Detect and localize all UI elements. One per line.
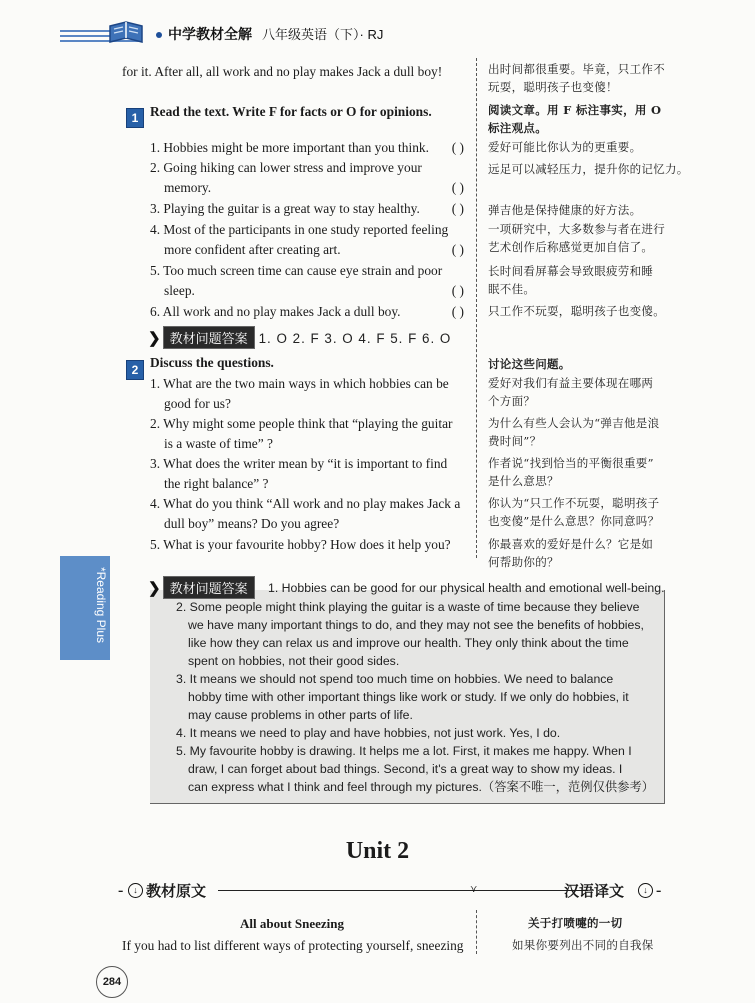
q2-item-1 <box>150 374 449 414</box>
q1-item-6-text: 6. All work and no play makes Jack a dull boy. <box>150 304 401 319</box>
q2-answer-2-line1: 2. Some people might think playing the guitar is a waste of time because they believe <box>176 600 640 614</box>
q2-heading: Discuss the questions. <box>150 355 274 370</box>
question-number-1: 1 <box>126 108 144 128</box>
q2-answer-3-line2: hobby time with other important things like work or study. If we only do hobbies, it <box>188 690 629 704</box>
answer-blank[interactable]: ( ) <box>451 140 464 155</box>
q2-item-4-zh-2: 也变傻”是什么意思？你同意吗？ <box>488 514 660 528</box>
arrow-down-icon: ↓ <box>128 883 143 898</box>
answer-blank[interactable]: ( ) <box>451 283 464 298</box>
q1-item-2-line2: memory. <box>164 180 212 195</box>
q2-item-2 <box>150 414 452 454</box>
continuation-text: for it. After all, all work and no play makes Jack a dull boy! <box>122 64 443 79</box>
arrow-down-icon: ↓ <box>638 883 653 898</box>
q2-answer-2-line4: spent on hobbies, not their good sides. <box>188 654 400 668</box>
q1-answer-bar <box>148 326 451 349</box>
book-icon <box>108 18 144 46</box>
q1-heading-zh-1: 阅读文章。用 F 标注事实，用 O <box>488 103 662 117</box>
q1-item-4-zh-2: 艺术创作后称感觉更加自信了。 <box>488 240 654 254</box>
q2-item-4-line1: 4. What do you think “All work and no play makes Jack a <box>150 496 461 511</box>
q1-item-4 <box>150 220 464 260</box>
section-left-title: 教材原文 <box>146 883 207 900</box>
q1-item-4-line1: 4. Most of the participants in one study reported feeling <box>150 222 449 237</box>
q2-item-3-line1: 3. What does the writer mean by “it is important to find <box>150 456 448 471</box>
answer-blank[interactable]: ( ) <box>451 304 464 319</box>
q2-answer-3-line1: 3. It means we should not spend too much time on hobbies. We need to balance <box>176 672 614 686</box>
chevron-right-icon: ❯ <box>148 330 161 347</box>
answer-blank[interactable]: ( ) <box>451 201 464 216</box>
q2-item-3-line2: the right balance” ? <box>164 476 269 491</box>
q1-item-5-line2: sleep. <box>164 283 195 298</box>
q1-item-3 <box>150 199 464 219</box>
q2-answer-2-line3: like how they can relax us and improve our health. They only think about the time <box>188 636 629 650</box>
header-title-text: 中学教材全解 <box>168 26 252 42</box>
q2-answer-3-line3: may cause problems in other parts of life. <box>188 708 413 722</box>
q1-item-4-line2: more confident after creating art. <box>164 242 341 257</box>
article-title-zh: 关于打喷嚏的一切 <box>528 916 623 930</box>
q1-heading-zh-2: 标注观点。 <box>488 121 547 135</box>
q2-item-1-zh-2: 个方面？ <box>488 394 536 408</box>
dash-icon: - <box>118 882 124 899</box>
page-number: 284 <box>96 966 128 998</box>
q2-item-1-zh-1: 爱好对我们有益主要体现在哪两 <box>488 376 654 390</box>
q1-item-5-line1: 5. Too much screen time can cause eye strain and poor <box>150 263 443 278</box>
answer-label: 教材问题答案 <box>163 326 255 349</box>
q2-item-4-zh-1: 你认为“只工作不玩耍，聪明孩子 <box>488 496 660 510</box>
q1-item-4-zh-1: 一项研究中，大多数参与者在进行 <box>488 222 665 236</box>
dash-icon: - <box>656 882 662 899</box>
section-right-title: 汉语译文 <box>564 883 625 900</box>
q1-item-1 <box>150 138 464 158</box>
q2-item-2-zh-2: 费时间”？ <box>488 434 542 448</box>
header-title <box>156 24 383 44</box>
q2-heading-zh: 讨论这些问题。 <box>488 357 571 371</box>
unit-title: Unit 2 <box>345 838 410 864</box>
q1-item-5-zh-2: 眠不佳。 <box>488 282 536 296</box>
continuation-translation-2: 玩耍，聪明孩子也变傻！ <box>488 80 618 94</box>
q2-item-1-line2: good for us? <box>164 396 231 411</box>
q2-item-5-zh-1: 你最喜欢的爱好是什么？它是如 <box>488 537 654 551</box>
q2-item-5: 5. What is your favourite hobby? How does it help you? <box>150 537 451 552</box>
continuation-translation-1: 出时间都很重要。毕竟，只工作不 <box>488 62 665 76</box>
column-divider <box>476 910 477 954</box>
q2-answer-1: 1. Hobbies can be good for our physical health and emotional well-being. <box>268 581 665 595</box>
q2-item-2-line1: 2. Why might some people think that “playing the guitar <box>150 416 453 431</box>
q1-answer: 1. O 2. F 3. O 4. F 5. F 6. O <box>258 331 452 346</box>
column-divider <box>476 58 477 558</box>
q2-item-3-zh-2: 是什么意思？ <box>488 474 559 488</box>
q2-item-3-zh-1: 作者说“找到恰当的平衡很重要” <box>488 456 654 470</box>
answer-blank[interactable]: ( ) <box>451 180 464 195</box>
q1-item-5 <box>150 261 464 301</box>
q2-item-2-line2: is a waste of time” ? <box>164 436 273 451</box>
q1-item-5-zh-1: 长时间看屏幕会导致眼疲劳和睡 <box>488 264 654 278</box>
chevron-right-icon: ❯ <box>148 580 161 597</box>
section-rule <box>218 890 588 891</box>
q1-item-2-line1: 2. Going hiking can lower stress and improve your <box>150 160 422 175</box>
side-tab-label: *Reading Plus <box>94 566 108 644</box>
header-subtitle: 八年级英语（下）· RJ <box>262 27 384 42</box>
question-number-2: 2 <box>126 360 144 380</box>
q1-heading: Read the text. Write F for facts or O for opinions. <box>150 104 432 119</box>
q2-item-4-line2: dull boy” means? Do you agree? <box>164 516 340 531</box>
article-line: If you had to list different ways of protecting yourself, sneezing <box>122 938 464 953</box>
q1-item-2 <box>150 158 464 198</box>
q2-answer-2-line2: we have many important things to do, and they may not see the benefits of hobbies, <box>188 618 644 632</box>
q1-item-2-zh: 远足可以减轻压力，提升你的记忆力。 <box>488 162 689 176</box>
q2-answer-5-line1: 5. My favourite hobby is drawing. It helps me a lot. First, it makes me happy. When I <box>176 744 632 758</box>
q2-answer-4: 4. It means we need to play and have hobbies, not just work. Yes, I do. <box>176 726 561 740</box>
q1-item-1-text: 1. Hobbies might be more important than you think. <box>150 140 429 155</box>
q1-item-3-text: 3. Playing the guitar is a great way to stay healthy. <box>150 201 420 216</box>
q1-item-6 <box>150 302 464 322</box>
q2-item-1-line1: 1. What are the two main ways in which hobbies can be <box>150 376 449 391</box>
section-bar <box>118 880 678 900</box>
q1-item-1-zh: 爱好可能比你认为的更重要。 <box>488 140 642 154</box>
q2-answer-bar <box>148 576 255 599</box>
q2-answer-5-line2: draw, I can forget about bad things. Second, it's a great way to show my ideas. I <box>188 762 623 776</box>
ornament-icon: ⋎ <box>470 884 478 895</box>
q1-item-3-zh: 弹吉他是保持健康的好方法。 <box>488 203 642 217</box>
article-title: All about Sneezing <box>240 916 345 931</box>
answer-label: 教材问题答案 <box>163 576 255 599</box>
q2-item-4 <box>150 494 460 534</box>
article-line-zh: 如果你要列出不同的自我保 <box>512 938 654 952</box>
q2-answer-5-line3: can express what I think and feel through my pictures.（答案不唯一，范例仅供参考） <box>188 780 655 794</box>
bullet-icon <box>156 32 162 38</box>
q1-item-6-zh: 只工作不玩耍，聪明孩子也变傻。 <box>488 304 665 318</box>
q2-item-3 <box>150 454 447 494</box>
q2-item-2-zh-1: 为什么有些人会认为“弹吉他是浪 <box>488 416 660 430</box>
answer-blank[interactable]: ( ) <box>451 242 464 257</box>
q2-item-5-zh-2: 何帮助你的？ <box>488 555 559 569</box>
